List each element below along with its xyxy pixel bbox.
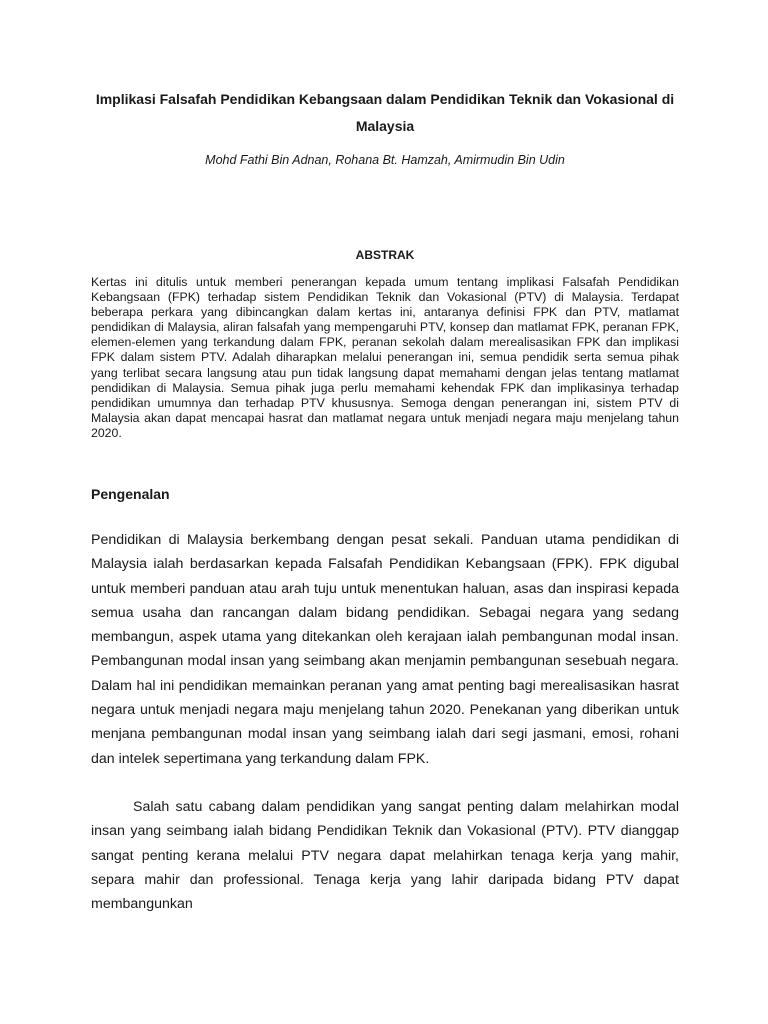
section-heading-introduction: Pengenalan [91,486,170,502]
body-paragraph-1: Pendidikan di Malaysia berkembang dengan pesat sekali. Panduan utama pendidikan di Malaysia ialah berdasarkan kepada Falsafah Pendidikan Kebangsaan (FPK). FPK digubal untuk memberi panduan atau arah tuju untuk menentukan haluan, asas dan inspirasi kepada semua usaha dan rancangan dalam bidang pendidikan. Sebagai negara yang sedang membangun, aspek utama yang ditekankan oleh kerajaan ialah pembangunan modal insan. Pembangunan modal insan yang seimbang akan menjamin pembangunan sesebuah negara. Dalam hal ini pendidikan memainkan peranan yang amat penting bagi merealisasikan hasrat negara untuk menjadi negara maju menjelang tahun 2020. Penekanan yang diberikan untuk menjana pembangunan modal insan yang seimbang ialah dari segi jasmani, emosi, rohani dan intelek sepertimana yang terkandung dalam FPK. [91,532,679,767]
abstract-heading: ABSTRAK [355,248,415,262]
paper-authors: Mohd Fathi Bin Adnan, Rohana Bt. Hamzah, Amirmudin Bin Udin [205,153,565,167]
paper-title: Implikasi Falsafah Pendidikan Kebangsaan dalam Pendidikan Teknik dan Vokasional di Malaysia [95,91,675,134]
abstract-text: Kertas ini ditulis untuk memberi penerangan kepada umum tentang implikasi Falsafah Pendidikan Kebangsaan (FPK) terhadap sistem Pendidikan Teknik dan Vokasional (PTV) di Malaysia. Terdapat beberapa perkara yang dibincangkan dalam kertas ini, antaranya definisi FPK dan PTV, matlamat pendidikan di Malaysia, aliran falsafah yang mempengaruhi PTV, konsep dan matlamat FPK, peranan FPK, elemen-elemen yang terkandung dalam FPK, peranan sekolah dalam merealisasikan FPK dan implikasi FPK dalam sistem PTV. Adalah diharapkan melalui penerangan ini, semua pendidik serta semua pihak yang terlibat secara langsung atau pun tidak langsung dapat memahami dengan jelas tentang matlamat pendidikan di Malaysia. Semua pihak juga perlu memahami kehendak FPK dan implikasinya terhadap pendidikan umumnya dan terhadap PTV khususnya. Semoga dengan penerangan ini, sistem PTV di Malaysia akan dapat mencapai hasrat dan matlamat negara untuk menjadi negara maju menjelang tahun 2020. [91,275,679,440]
body-paragraph-2: Salah satu cabang dalam pendidikan yang sangat penting dalam melahirkan modal insan yang seimbang ialah bidang Pendidikan Teknik dan Vokasional (PTV). PTV dianggap sangat penting kerana melalui PTV negara dapat melahirkan tenaga kerja yang mahir, separa mahir dan professional. Tenaga kerja yang lahir daripada bidang PTV dapat membangunkan [91,799,679,913]
